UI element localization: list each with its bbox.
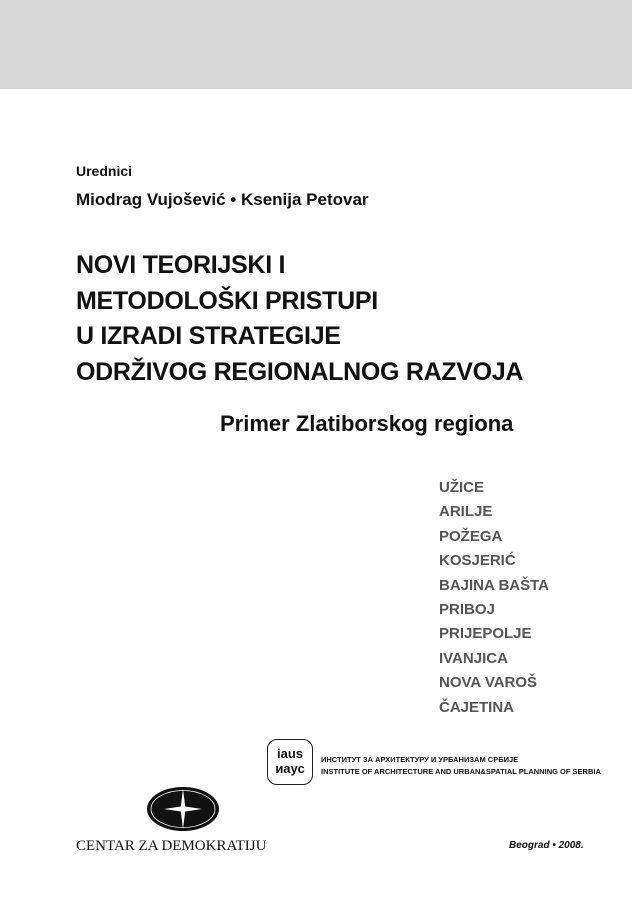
town-item: UŽICE: [439, 479, 484, 496]
title-line-3: U IZRADI STRATEGIJE: [76, 322, 341, 350]
town-item: PRIBOJ: [439, 601, 495, 619]
town-item: PRIJEPOLJE: [439, 625, 532, 643]
institute-name: [321, 754, 601, 778]
iaus-logo-latin: iaus: [276, 746, 303, 761]
title-line-2: METODOLOŠKI PRISTUPI: [76, 286, 378, 315]
town-item: ČAJETINA: [439, 698, 515, 716]
title-line-4: ODRŽIVOG REGIONALNOG RAZVOJA: [76, 357, 524, 386]
star-emblem-icon: [146, 786, 220, 832]
town-item: NOVA VAROŠ: [439, 674, 538, 692]
town-item: POŽEGA: [439, 527, 503, 545]
iaus-logo-cyrillic: иаус: [275, 761, 305, 776]
iaus-logo-icon: [267, 739, 313, 785]
town-item: ARILJE: [439, 503, 493, 521]
place-year: Beograd • 2008.: [509, 840, 584, 851]
publisher-name: CENTAR ZA DEMOKRATIJU: [76, 838, 267, 854]
title-line-1: NOVI TEORIJSKI I: [76, 251, 286, 279]
book-subtitle: Primer Zlatiborskog regiona: [220, 411, 514, 436]
header-band: [0, 0, 632, 89]
institute-name-english: INSTITUTE OF ARCHITECTURE AND URBAN&SPATIAL PLANNING OF SERBIA: [321, 767, 601, 776]
town-item: BAJINA BAŠTA: [439, 576, 550, 594]
editors-label: Urednici: [76, 163, 133, 179]
editors-names: Miodrag Vujošević • Ksenija Petovar: [76, 190, 369, 209]
institute-name-cyrillic: ИНСТИТУТ ЗА АРХИТЕКТУРУ И УРБАНИЗАМ СРБИЈЕ: [321, 755, 519, 764]
town-item: KOSJERIĆ: [439, 552, 516, 570]
town-item: IVANJICA: [439, 649, 508, 667]
town-list: [439, 476, 549, 720]
book-title: [76, 248, 616, 390]
